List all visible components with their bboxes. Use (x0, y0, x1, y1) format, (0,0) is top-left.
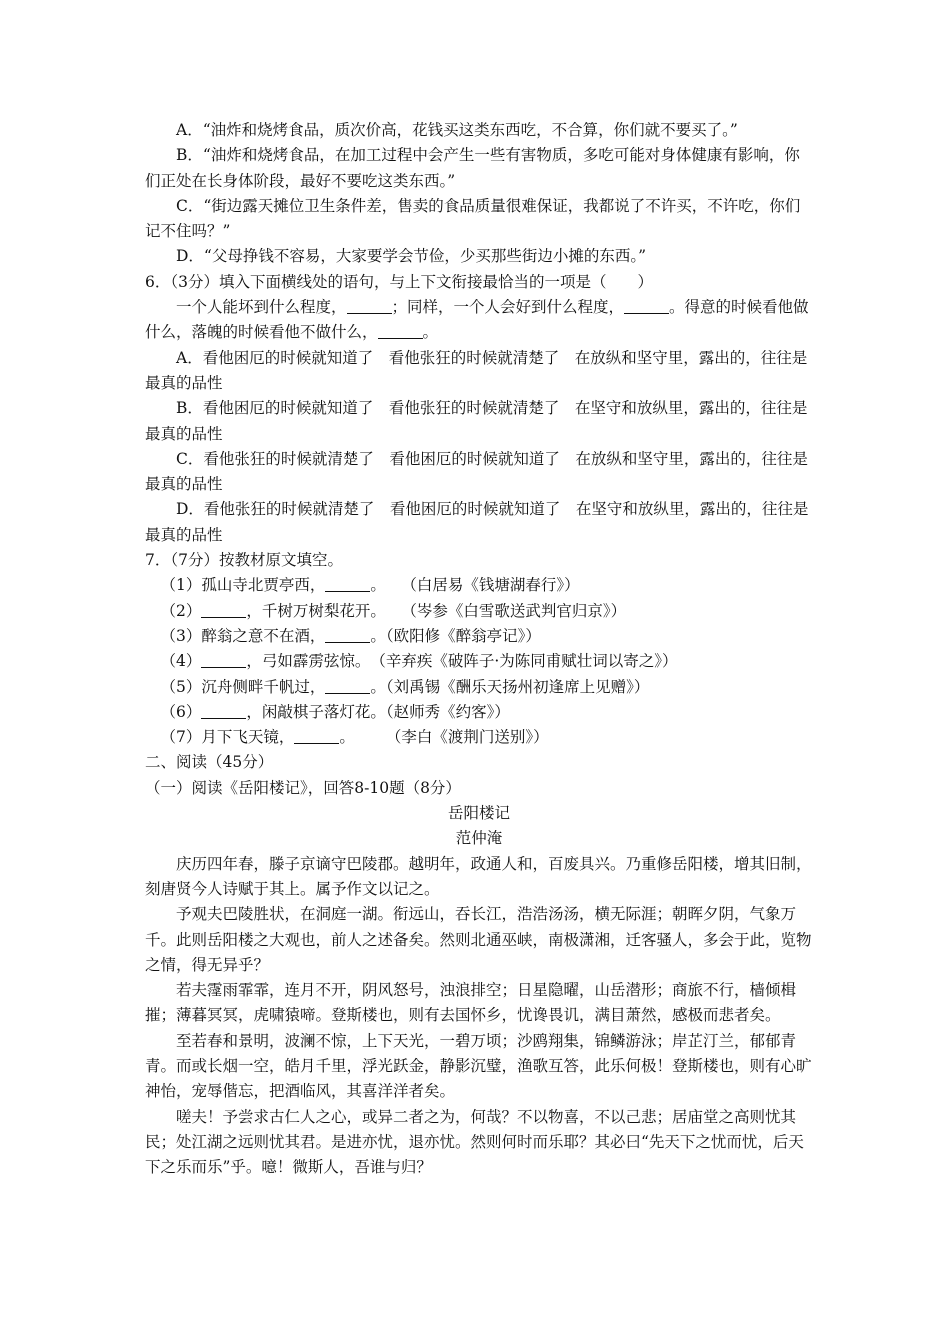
answer-blank (201, 702, 246, 719)
answer-blank (325, 677, 370, 694)
q5-option-c: C．“街边露天摊位卫生条件差，售卖的食品质量很难保证，我都说了不许买，不许吃，你们记不住吗？” (145, 196, 801, 241)
q7-item-post: ，闲敲棋子落灯花。（赵师秀《约客》） (246, 702, 510, 721)
q7-item-post: ，千树万树梨花开。 （岑参《白雪歌送武判官归京》） (246, 601, 627, 620)
q7-item (145, 649, 813, 674)
q7-item (145, 700, 813, 725)
q6-passage-part: 。得意的时候看他做什么，落魄的时候看他不做什么， (145, 298, 809, 342)
passage-paragraph: 嗟夫！予尝求古仁人之心，或异二者之为，何哉？不以物喜，不以己悲；居庙堂之高则忧其民；处江湖之远则忧其君。是进亦忧，退亦忧。然则何时而乐耶？其必曰“先天下之忧而忧，后天下之乐而乐”乎。噫！微斯人，吾谁与归？ (145, 1107, 804, 1177)
q7-item-post: 。 （白居易《钱塘湖春行》） (370, 576, 580, 595)
passage-author: 范仲淹 (455, 829, 503, 848)
q7-item (145, 725, 813, 750)
q5-option-a: A．“油炸和烧烤食品，质次价高，花钱买这类东西吃，不合算，你们就不要买了。” (176, 121, 738, 139)
answer-blank (378, 323, 423, 340)
q7-item-post: 。 （李白《渡荆门送别》） (339, 728, 549, 747)
q7-item-pre: （1）孤山寺北贾亭西， (160, 576, 326, 595)
q6-passage-part: ；同样，一个人会好到什么程度， (391, 298, 625, 317)
q6-option-c: C．看他张狂的时候就清楚了 看他困厄的时候就知道了 在放纵和坚守里，露出的，往往是最真的品性 (145, 449, 808, 494)
q7-item (145, 573, 813, 598)
passage-paragraph: 庆历四年春，滕子京谪守巴陵郡。越明年，政通人和，百废具兴。乃重修岳阳楼，增其旧制，刻唐贤今人诗赋于其上。属予作文以记之。 (145, 854, 812, 898)
q7-item-pre: （3）醉翁之意不在酒， (160, 626, 326, 645)
q7-item-pre: （7）月下飞天镜， (160, 728, 295, 747)
answer-blank (201, 601, 246, 618)
answer-blank (347, 298, 392, 315)
q7-item-post: ，弓如霹雳弦惊。 （辛弃疾《破阵子·为陈同甫赋壮词以寄之》） (246, 652, 678, 671)
q6-option-a: A．看他困厄的时候就知道了 看他张狂的时候就清楚了 在放纵和坚守里，露出的，往往是最真的品性 (145, 348, 808, 392)
q7-item-pre: （2） (160, 601, 202, 620)
q6-passage-part: 。 (422, 323, 439, 342)
q7-item (145, 675, 813, 700)
answer-blank (624, 298, 669, 315)
passage-title: 岳阳楼记 (447, 804, 510, 823)
answer-blank (325, 576, 370, 593)
q7-item (145, 599, 813, 624)
q7-item-pre: （6） (160, 702, 202, 721)
answer-blank (325, 626, 370, 643)
q7-item-pre: （5）沉舟侧畔千帆过， (160, 677, 326, 696)
q7-item (145, 624, 813, 649)
q7-item-post: 。（欧阳修《醉翁亭记》） (370, 626, 541, 645)
subsection-heading: （一）阅读《岳阳楼记》，回答8-10题（8分） (145, 778, 461, 797)
q7-item-pre: （4） (160, 652, 202, 671)
passage-paragraph: 至若春和景明，波澜不惊，上下天光，一碧万顷；沙鸥翔集，锦鳞游泳；岸芷汀兰，郁郁青青。而或长烟一空，皓月千里，浮光跃金，静影沉璧，渔歌互答，此乐何极！登斯楼也，则有心旷神怡，宠辱偕忘，把酒临风，其喜洋洋者矣。 (145, 1031, 812, 1101)
q6-stem: 6．（3分）填入下面横线处的语句，与上下文衔接最恰当的一项是（ ） (145, 272, 653, 291)
answer-blank (294, 728, 339, 745)
q5-option-b: B．“油炸和烧烤食品，在加工过程中会产生一些有害物质，多吃可能对身体健康有影响，你们正处在长身体阶段，最好不要吃这类东西。” (145, 146, 800, 190)
q6-option-b: B．看他困厄的时候就知道了 看他张狂的时候就清楚了 在坚守和放纵里，露出的，往往是最真的品性 (145, 399, 808, 443)
q7-stem: 7．（7分）按教材原文填空。 (145, 551, 343, 570)
passage-paragraph: 若夫霪雨霏霏，连月不开，阴风怒号，浊浪排空；日星隐曜，山岳潜形；商旅不行，樯倾楫摧；薄暮冥冥，虎啸猿啼。登斯楼也，则有去国怀乡，忧谗畏讥，满目萧然，感极而悲者矣。 (145, 981, 797, 1025)
answer-blank (201, 652, 246, 669)
q5-option-d: D．“父母挣钱不容易，大家要学会节俭，少买那些街边小摊的东西。” (176, 247, 647, 266)
q6-passage (145, 295, 813, 346)
document-page (145, 118, 813, 1180)
q7-item-post: 。（刘禹锡《酬乐天扬州初逢席上见赠》） (370, 677, 650, 696)
q6-passage-part: 一个人能坏到什么程度， (176, 298, 347, 317)
q6-option-d: D．看他张狂的时候就清楚了 看他困厄的时候就知道了 在坚守和放纵里，露出的，往往是最真的品性 (145, 500, 809, 544)
section-heading: 二、阅读（45分） (145, 753, 274, 772)
passage-paragraph: 予观夫巴陵胜状，在洞庭一湖。衔远山，吞长江，浩浩汤汤，横无际涯；朝晖夕阴，气象万千。此则岳阳楼之大观也，前人之述备矣。然则北通巫峡，南极潇湘，迁客骚人，多会于此，览物之情，得无异乎？ (145, 905, 812, 974)
